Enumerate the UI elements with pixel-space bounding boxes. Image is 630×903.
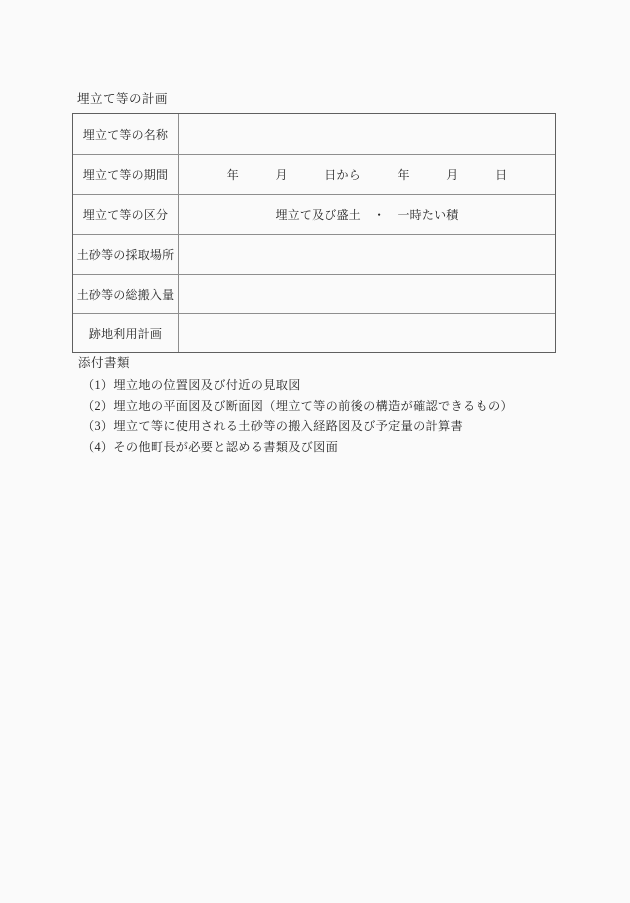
row-value-category: 埋立て及び盛土 ・ 一時たい積: [275, 208, 459, 222]
row-label-site-use-plan: 跡地利用計画: [73, 314, 179, 352]
table-row-period: [73, 155, 555, 195]
table-row-collection-site: [73, 235, 555, 275]
page-title: 埋立て等の計画: [77, 92, 169, 106]
attachment-item-4: （4）その他町長が必要と認める書類及び図面: [82, 439, 339, 454]
row-label-period: 埋立て等の期間: [73, 155, 179, 194]
row-label-total-volume: 土砂等の総搬入量: [73, 275, 179, 313]
row-value-name: [179, 114, 555, 154]
row-value-total-volume: [179, 275, 555, 313]
attachment-item-3: （3）埋立て等に使用される土砂等の搬入経路図及び予定量の計算書: [82, 419, 464, 433]
attachment-item-1: （1）埋立地の位置図及び付近の見取図: [82, 378, 301, 392]
table-row-category: [73, 195, 555, 235]
row-value-period: 年 月 日から 年 月 日: [226, 168, 508, 182]
attachments-section: [78, 357, 558, 461]
row-label-name: 埋立て等の名称: [73, 114, 179, 154]
row-label-collection-site: 土砂等の採取場所: [73, 235, 179, 274]
row-value-collection-site: [179, 235, 555, 274]
table-row-total-volume: [73, 275, 555, 314]
table-row-site-use-plan: [73, 314, 555, 352]
landfill-plan-table: [72, 113, 556, 353]
row-value-site-use-plan: [179, 314, 555, 352]
attachment-item-2: （2）埋立地の平面図及び断面図（埋立て等の前後の構造が確認できるもの）: [82, 398, 513, 413]
attachments-heading: 添付書類: [78, 356, 131, 370]
row-label-category: 埋立て等の区分: [73, 195, 179, 234]
table-row-name: [73, 114, 555, 155]
